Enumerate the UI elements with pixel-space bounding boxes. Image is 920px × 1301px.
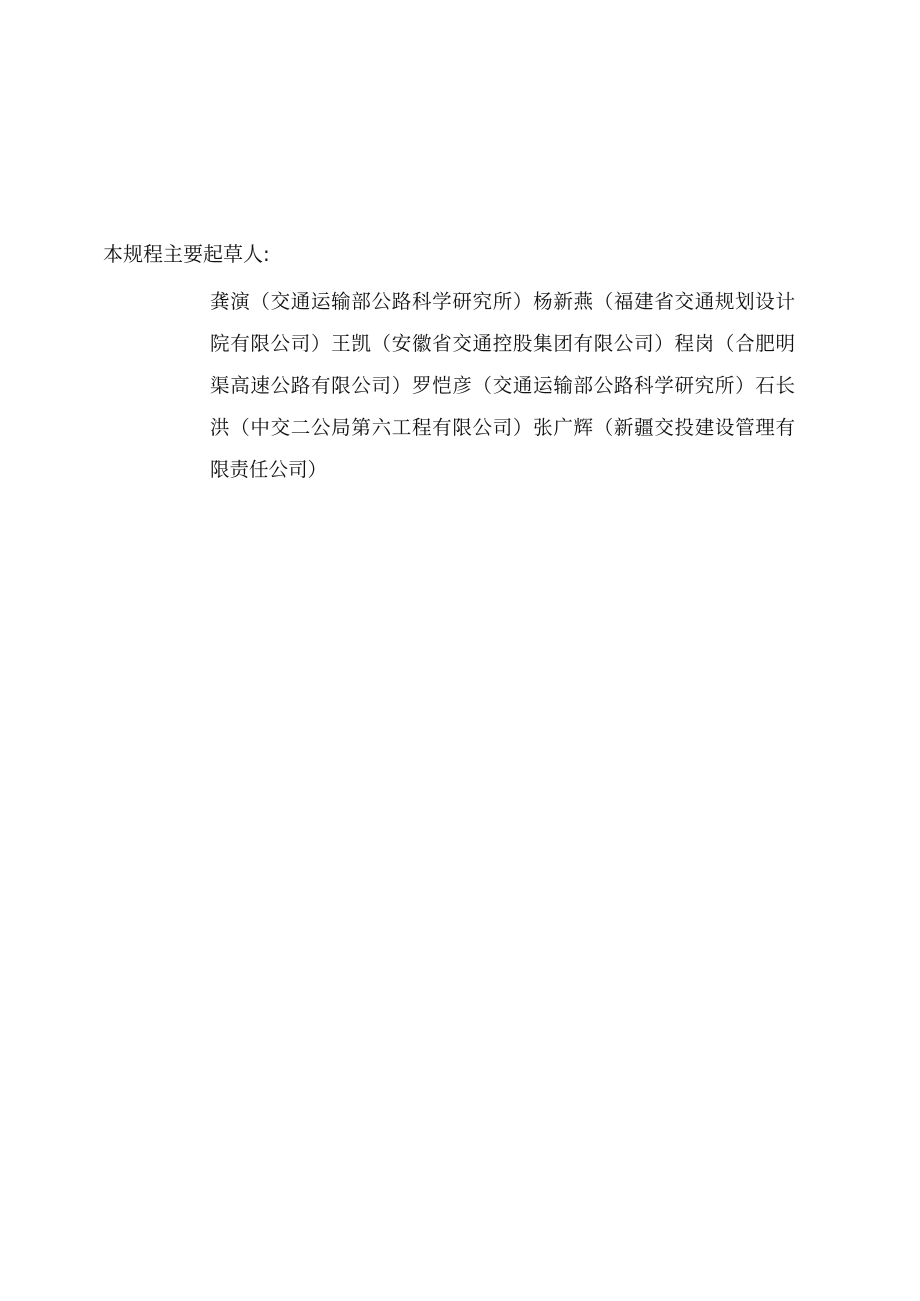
drafters-paragraph — [210, 281, 795, 491]
drafter-entry: 程岗（合肥明渠高速公路有限公司） — [210, 332, 795, 397]
drafter-entry: 张广辉（新疆交投建设管理有限责任公司） — [210, 416, 795, 481]
drafter-entry: 杨新燕（福建省交通规划设计院有限公司） — [210, 290, 795, 355]
drafter-entry: 石长洪（中交二公局第六工程有限公司） — [210, 374, 795, 439]
drafter-entry: 罗恺彦（交通运输部公路科学研究所） — [411, 374, 756, 397]
drafter-entry: 龚演（交通运输部公路科学研究所） — [210, 290, 534, 313]
drafter-entry: 王凯（安徽省交通控股集团有限公司） — [331, 332, 675, 355]
drafters-heading: 本规程主要起草人: — [103, 242, 270, 266]
